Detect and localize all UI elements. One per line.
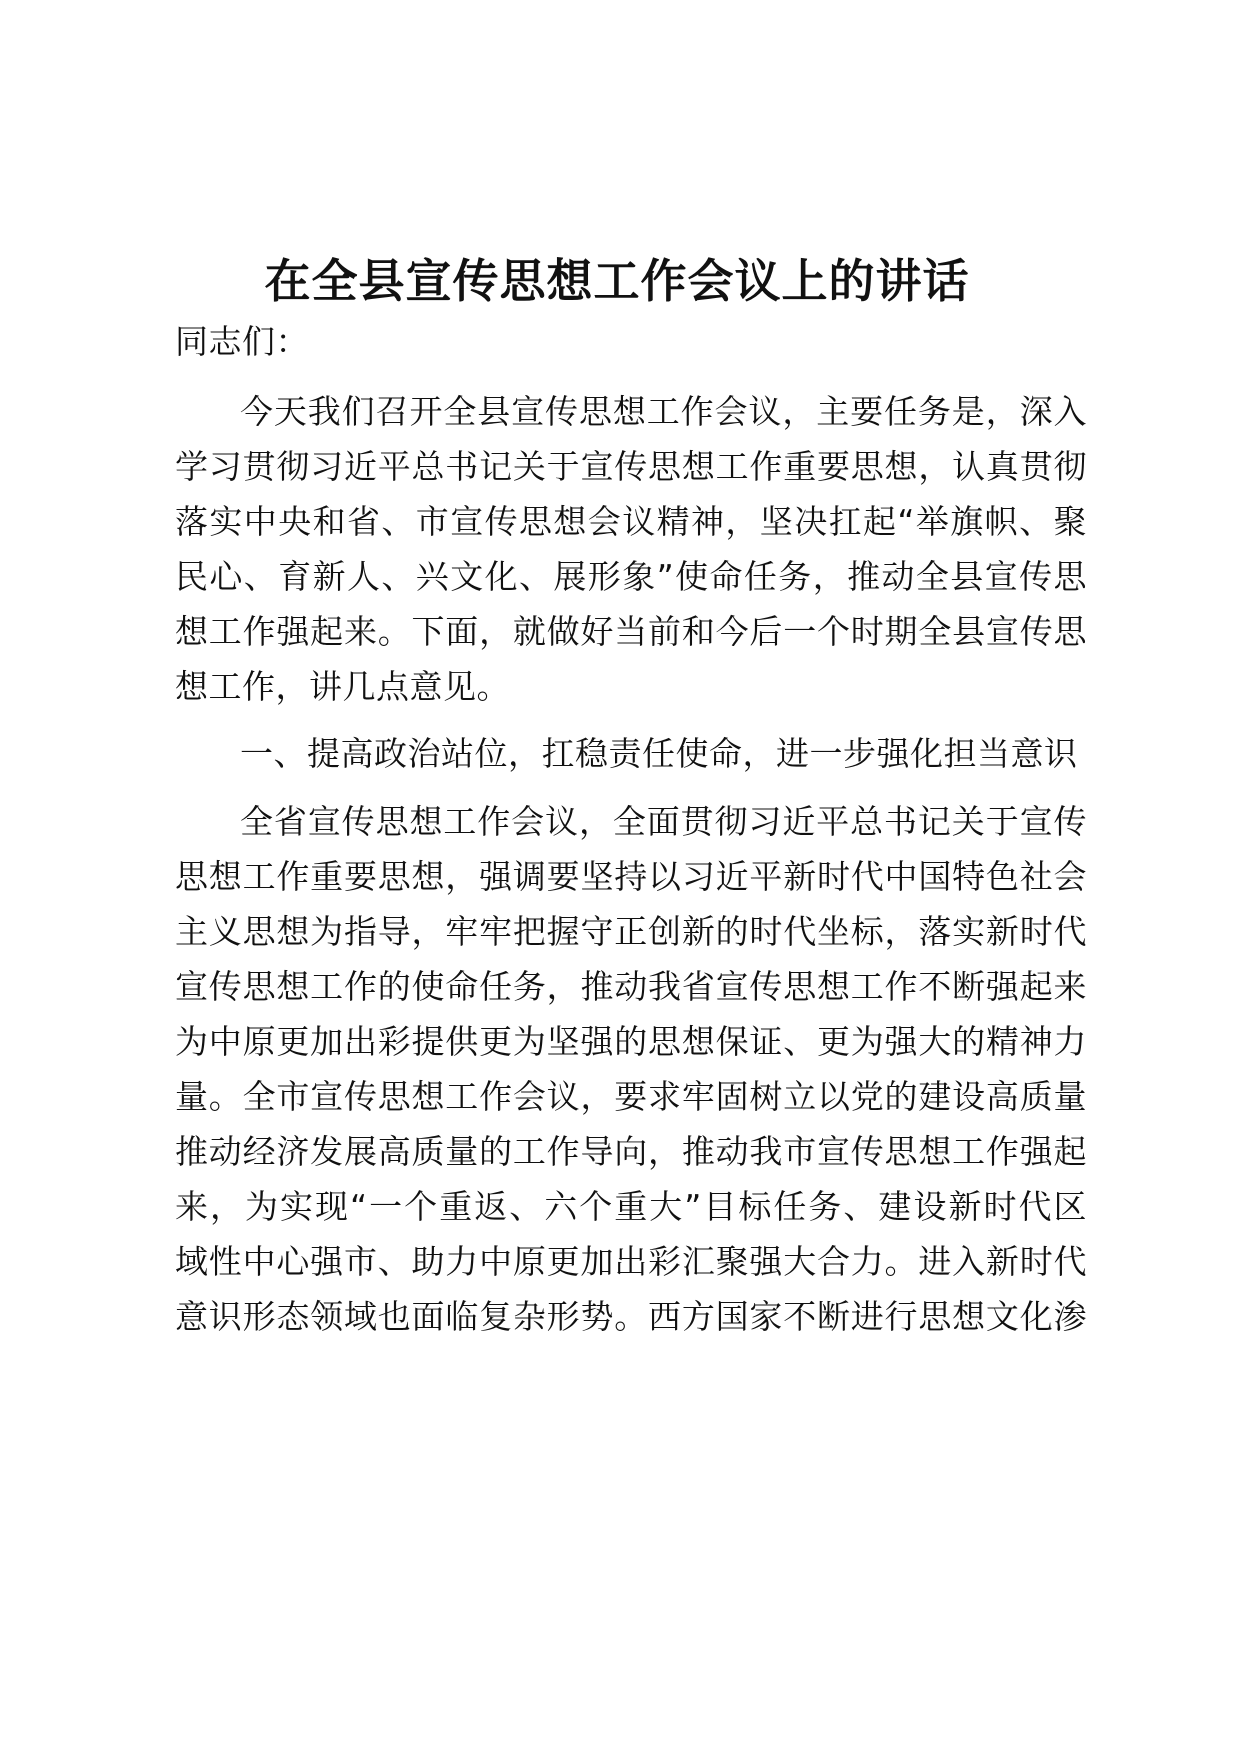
- para2-line: 宣传思想工作的使命任务，推动我省宣传思想工作不断强起来: [175, 967, 1087, 1006]
- para1-line: 学习贯彻习近平总书记关于宣传思想工作重要思想，认真贯彻: [175, 447, 1087, 486]
- salutation: 同志们：: [175, 322, 309, 361]
- para1-line: 想工作强起来。下面，就做好当前和今后一个时期全县宣传思: [175, 612, 1087, 651]
- section-heading: 一、提高政治站位，扛稳责任使命，进一步强化担当意识: [240, 734, 1078, 773]
- document-title: 在全县宣传思想工作会议上的讲话: [264, 254, 970, 308]
- para2-line: 思想工作重要思想，强调要坚持以习近平新时代中国特色社会: [175, 857, 1087, 896]
- para1-line: 民心、育新人、兴文化、展形象”使命任务，推动全县宣传思: [175, 557, 1087, 596]
- para1-line: 今天我们召开全县宣传思想工作会议，主要任务是，深入: [240, 392, 1087, 431]
- para2-line: 全省宣传思想工作会议，全面贯彻习近平总书记关于宣传: [240, 802, 1087, 841]
- para1-line: 落实中央和省、市宣传思想会议精神，坚决扛起“举旗帜、聚: [175, 502, 1087, 541]
- para2-line: 来，为实现“一个重返、六个重大”目标任务、建设新时代区: [175, 1187, 1087, 1226]
- para2-line: 推动经济发展高质量的工作导向，推动我市宣传思想工作强起: [175, 1132, 1087, 1171]
- para1-line: 想工作，讲几点意见。: [175, 667, 510, 706]
- para2-line: 量。全市宣传思想工作会议，要求牢固树立以党的建设高质量: [175, 1077, 1087, 1116]
- para2-line: 主义思想为指导，牢牢把握守正创新的时代坐标，落实新时代: [175, 912, 1087, 951]
- para2-line: 意识形态领域也面临复杂形势。西方国家不断进行思想文化渗: [175, 1297, 1087, 1336]
- para2-line: 为中原更加出彩提供更为坚强的思想保证、更为强大的精神力: [175, 1022, 1087, 1061]
- para2-line: 域性中心强市、助力中原更加出彩汇聚强大合力。进入新时代: [175, 1242, 1087, 1281]
